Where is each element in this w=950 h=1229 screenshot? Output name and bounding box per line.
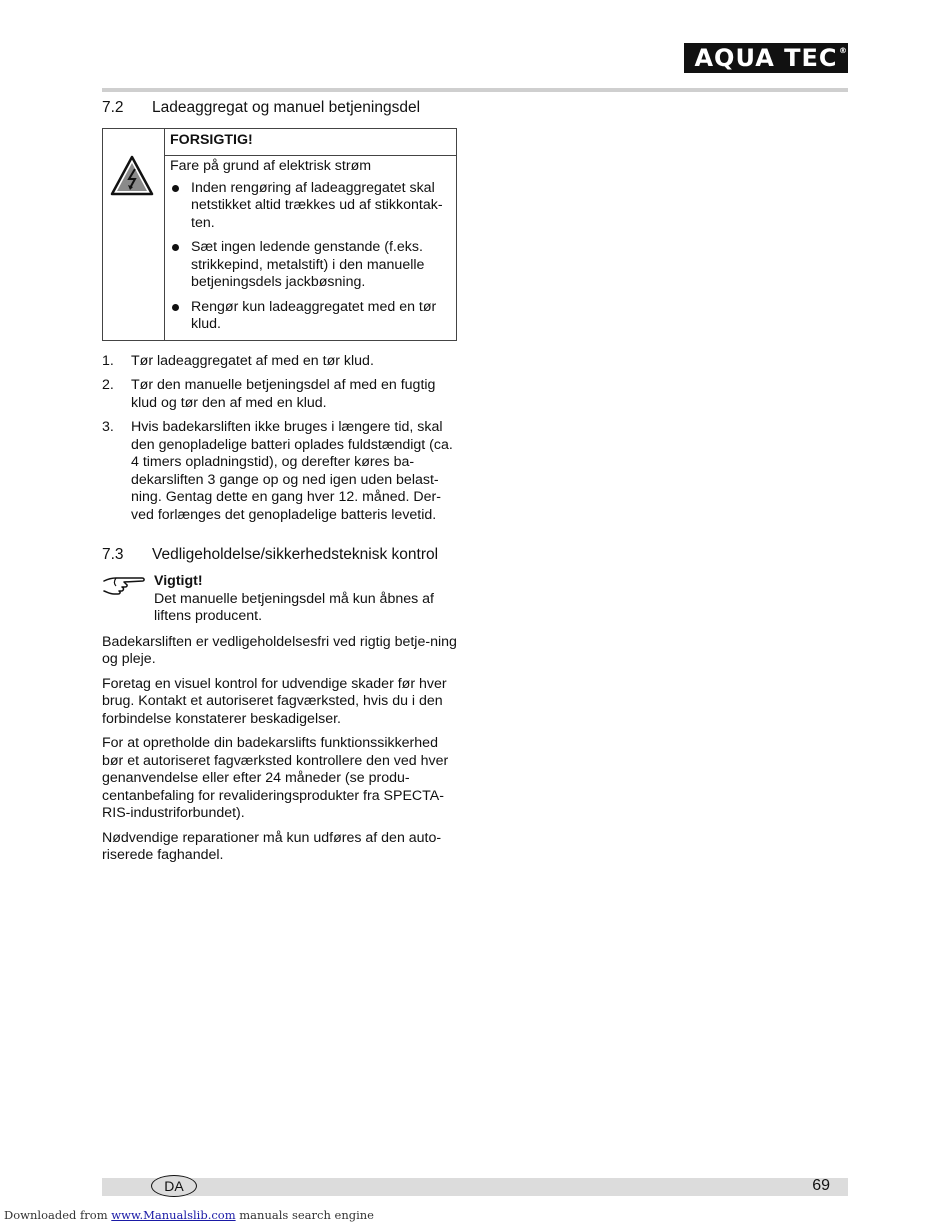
section-title: Ladeaggregat og manuel betjeningsdel <box>152 99 421 116</box>
note-icon-cell <box>102 573 154 626</box>
aquatec-logo <box>684 43 848 73</box>
download-prefix: Downloaded from <box>4 1208 108 1222</box>
logo-registered-mark: ® <box>839 46 847 55</box>
logo-text: AQUA TEC <box>694 44 838 72</box>
section-number: 7.2 <box>102 99 124 116</box>
section-title: Vedligeholdelse/sikkerhedsteknisk kontrol <box>152 546 439 563</box>
step-text: Tør ladeaggregatet af med en tør klud. <box>131 352 374 369</box>
body-paragraph: Foretag en visuel kontrol for udvendige skader før hver brug. Kontakt et autoriseret fagværksted, hvis du i den forbindelse konstaterer beskadigelser. <box>102 675 447 727</box>
body-paragraph: Badekarsliften er vedligeholdelsesfri ved rigtig betje-ning og pleje. <box>102 633 457 667</box>
section-7-2 <box>102 98 457 531</box>
section-heading <box>102 545 457 565</box>
note-text: Det manuelle betjeningsdel må kun åbnes af liftens producent. <box>154 590 434 624</box>
caution-bullet-list <box>170 180 451 334</box>
step-item <box>102 419 457 524</box>
language-badge: DA <box>151 1175 197 1197</box>
body-paragraph: For at opretholde din badekarslifts funktionssikkerhed bør et autoriseret fagværksted kontrollere den ved hver genanvendelse eller efter 24 måneder (se produ-centanbefaling for revalideringsprodukter fra SPECTA-RIS-industriforbundet). <box>102 735 449 821</box>
cleaning-steps <box>102 353 457 525</box>
section-number: 7.3 <box>102 546 124 563</box>
header-rule <box>102 88 848 92</box>
step-item <box>102 353 457 371</box>
download-suffix: manuals search engine <box>239 1208 374 1222</box>
download-notice <box>4 1208 374 1222</box>
electric-hazard-icon <box>109 154 155 198</box>
pointing-hand-icon <box>102 573 146 599</box>
note-content <box>154 573 457 626</box>
caution-icon-cell <box>103 129 165 341</box>
caution-heading: FORSIGTIG! <box>165 129 457 156</box>
caution-bullet: Rengør kun ladeaggregatet med en tør klud. <box>170 299 451 334</box>
body-paragraph: Nødvendige reparationer må kun udføres af den auto-riserede faghandel. <box>102 829 442 863</box>
manualslib-link[interactable]: www.Manualslib.com <box>111 1208 236 1222</box>
step-number: 2. <box>102 377 114 393</box>
step-number: 1. <box>102 352 114 369</box>
page-number: 69 <box>812 1177 830 1194</box>
step-item <box>102 377 457 412</box>
section-7-3 <box>102 545 457 872</box>
caution-body <box>165 156 457 341</box>
caution-bullet: Sæt ingen ledende genstande (f.eks. strikkepind, metalstift) i den manuelle betjeningsdels jackbøsning. <box>170 239 451 292</box>
step-text: Hvis badekarsliften ikke bruges i længere tid, skal den genopladelige batteri oplades fuldstændigt (ca. 4 timers opladningstid), og derefter køres ba-dekarsliften 3 gange op og ned igen uden belast-ning. Gentag dette en gang hver 12. måned. Der-ved forlænges det genopladelige batteris levetid. <box>131 419 453 523</box>
step-number: 3. <box>102 419 114 435</box>
note-title: Vigtigt! <box>154 573 203 589</box>
caution-intro: Fare på grund af elektrisk strøm <box>170 158 372 174</box>
footer-bar <box>102 1178 848 1196</box>
caution-box <box>102 128 457 341</box>
caution-bullet: Inden rengøring af ladeaggregatet skal netstikket altid trækkes ud af stikkontak-ten. <box>170 180 451 233</box>
important-note <box>102 573 457 626</box>
step-text: Tør den manuelle betjeningsdel af med en fugtig klud og tør den af med en klud. <box>131 377 436 411</box>
section-heading <box>102 98 457 118</box>
